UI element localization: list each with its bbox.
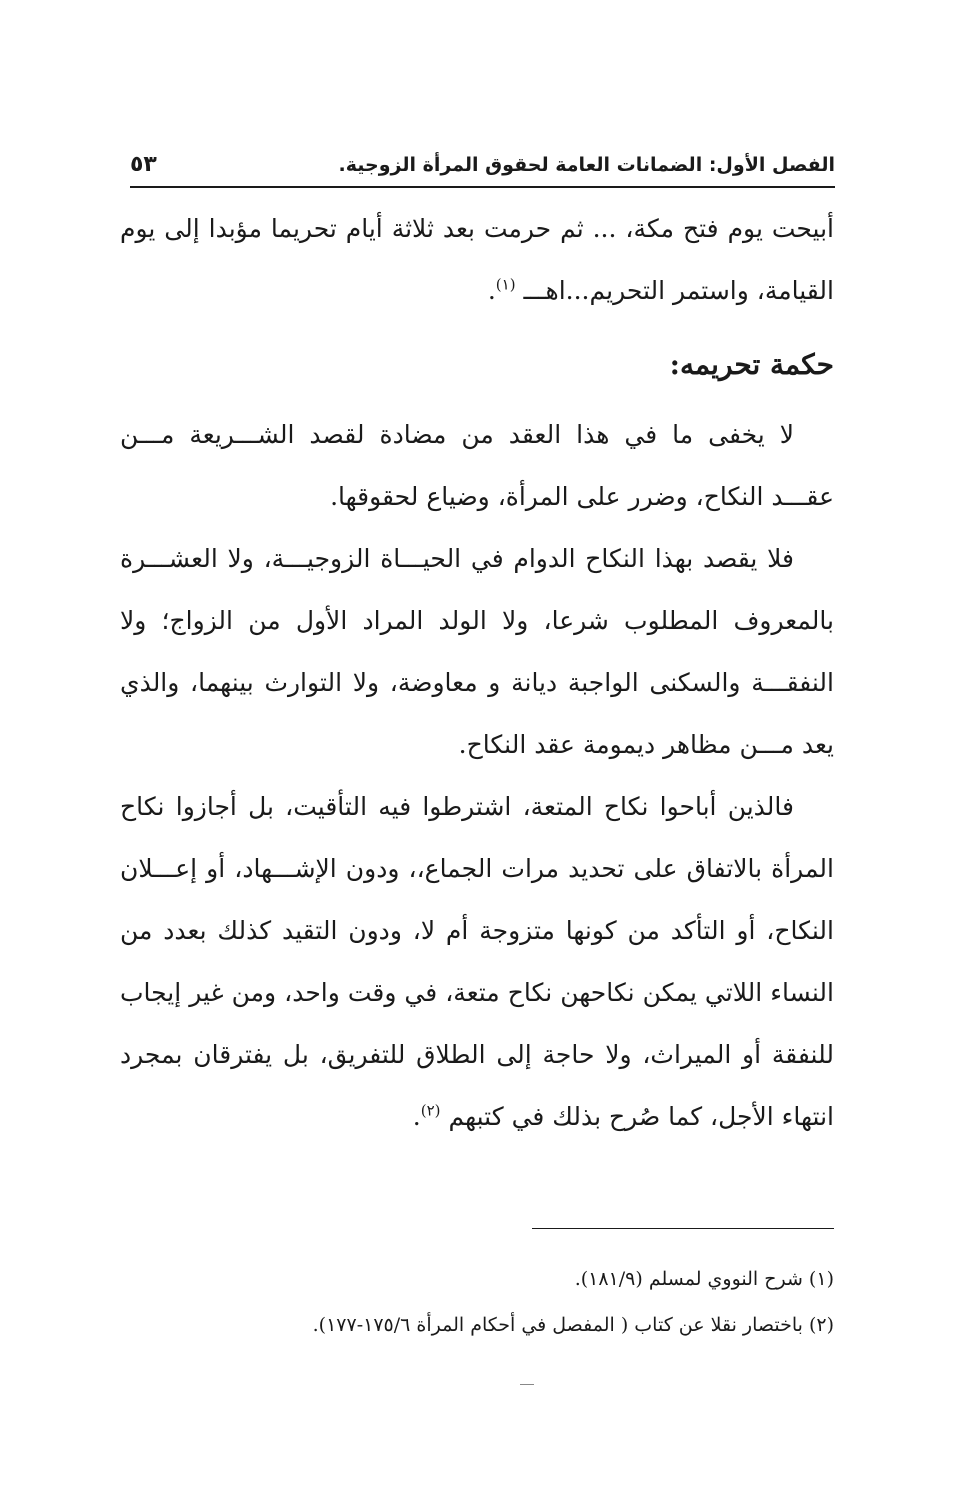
paragraph-1-text: أبيحت يوم فتح مكة، ... ثم حرمت بعد ثلاثة أيام تحريما مؤبدا إلى يوم القيامة، واستمر التحريم...اهـــ bbox=[120, 214, 834, 305]
footnotes bbox=[140, 1256, 834, 1348]
footnote-divider bbox=[532, 1228, 834, 1229]
running-header bbox=[130, 152, 835, 188]
body-text bbox=[120, 198, 834, 1148]
footnote-1: (١) شرح النووي لمسلم (١٨١/٩). bbox=[574, 1268, 834, 1290]
footnote-ref-2: (٢) bbox=[420, 1101, 441, 1120]
paragraph-4-end: . bbox=[412, 1102, 421, 1131]
paragraph-4 bbox=[120, 776, 834, 1148]
paragraph-4-text: فالذين أباحوا نكاح المتعة، اشترطوا فيه التأقيت، بل أجازوا نكاح المرأة بالاتفاق على تحديد مرات الجماع،، ودون الإشـــهاد، أو إعـــلان النكاح، أو التأكد من كونها متزوجة أم لا، ودون التقيد كذلك بعدد من النساء اللاتي يمكن نكاحهن نكاح متعة، في وقت واحد، ومن غير إيجاب للنفقة أو الميراث، ولا حاجة إلى الطلاق للتفريق، بل يفترقان بمجرد انتهاء الأجل، كما صُرح بذلك في كتبهم bbox=[120, 792, 834, 1131]
footnote-2: (٢) باختصار نقلا عن كتاب ( المفصل في أحكام المرأة ١٧٥/٦-١٧٧). bbox=[312, 1314, 834, 1336]
footnote-ref-1: (١) bbox=[495, 275, 516, 294]
page-number: ٥٣ bbox=[130, 152, 157, 177]
scan-artifact bbox=[520, 1384, 534, 1385]
paragraph-1 bbox=[120, 198, 834, 322]
section-heading: حكمة تحريمه: bbox=[669, 348, 834, 381]
chapter-title: الفصل الأول: الضمانات العامة لحقوق المرأة الزوجية. bbox=[338, 154, 835, 176]
paragraph-2: لا يخفى ما في هذا العقد من مضادة لقصد الشـــريعة مـــن عقـــد النكاح، وضرر على المرأة، وضياع لحقوقها. bbox=[120, 420, 834, 511]
paragraph-3: فلا يقصد بهذا النكاح الدوام في الحيـــاة الزوجيـــة، ولا العشـــرة بالمعروف المطلوب شرعا، ولا الولد المراد الأول من الزواج؛ ولا النفقـــة والسكنى الواجبة ديانة و معاوضة، ولا التوارث بينهما، والذي يعد مـــن مظاهر ديمومة عقد النكاح. bbox=[120, 544, 834, 759]
paragraph-1-end: . bbox=[487, 276, 496, 305]
